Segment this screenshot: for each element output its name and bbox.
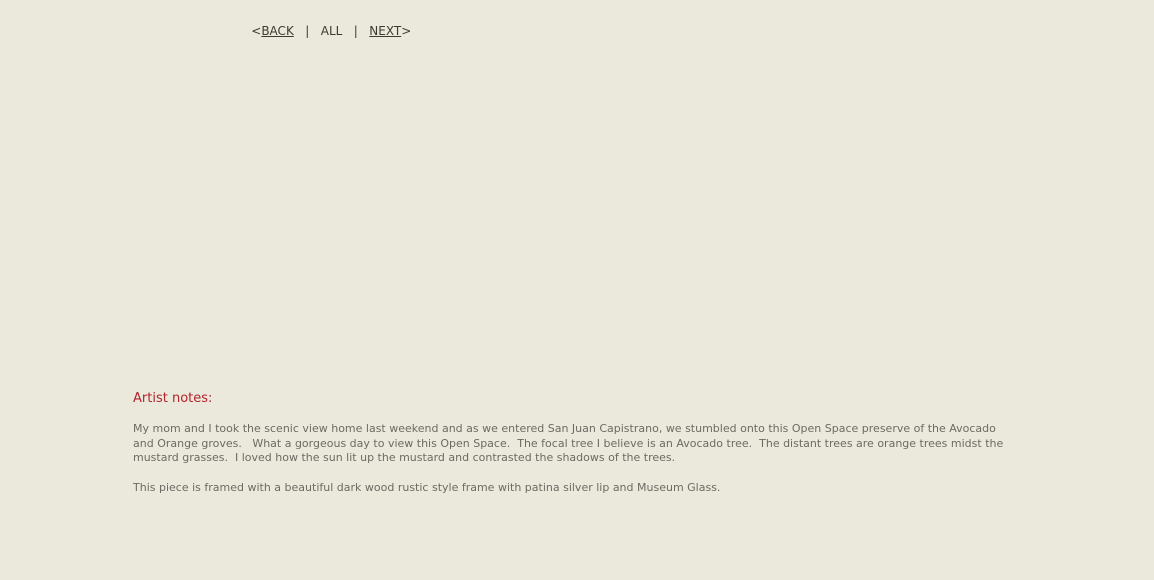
next-bracket: >: [401, 24, 412, 38]
back-bracket: <: [251, 24, 262, 38]
nav-separator: |: [293, 24, 321, 38]
back-link[interactable]: BACK: [261, 24, 294, 38]
artist-notes-heading: Artist notes:: [133, 391, 213, 406]
pagination-nav: [236, 0, 1154, 54]
artist-notes-section: [133, 54, 1008, 495]
all-link[interactable]: ALL: [320, 24, 343, 38]
nav-separator: |: [342, 24, 370, 38]
artist-notes-paragraph-1: My mom and I took the scenic view home last weekend and as we entered San Juan Capistrano, we stumbled onto this Open Space preserve of the Avocado and Orange groves. What a gorgeous day to view this Open Space. The focal tree I believe is an Avocado tree. The distant trees are orange trees midst the mustard grasses. I loved how the sun lit up the mustard and contrasted the shadows of the trees.: [133, 422, 1007, 464]
artist-notes-paragraph-2: This piece is framed with a beautiful dark wood rustic style frame with patina silver lip and Museum Glass.: [133, 480, 721, 494]
next-link[interactable]: NEXT: [369, 24, 402, 38]
